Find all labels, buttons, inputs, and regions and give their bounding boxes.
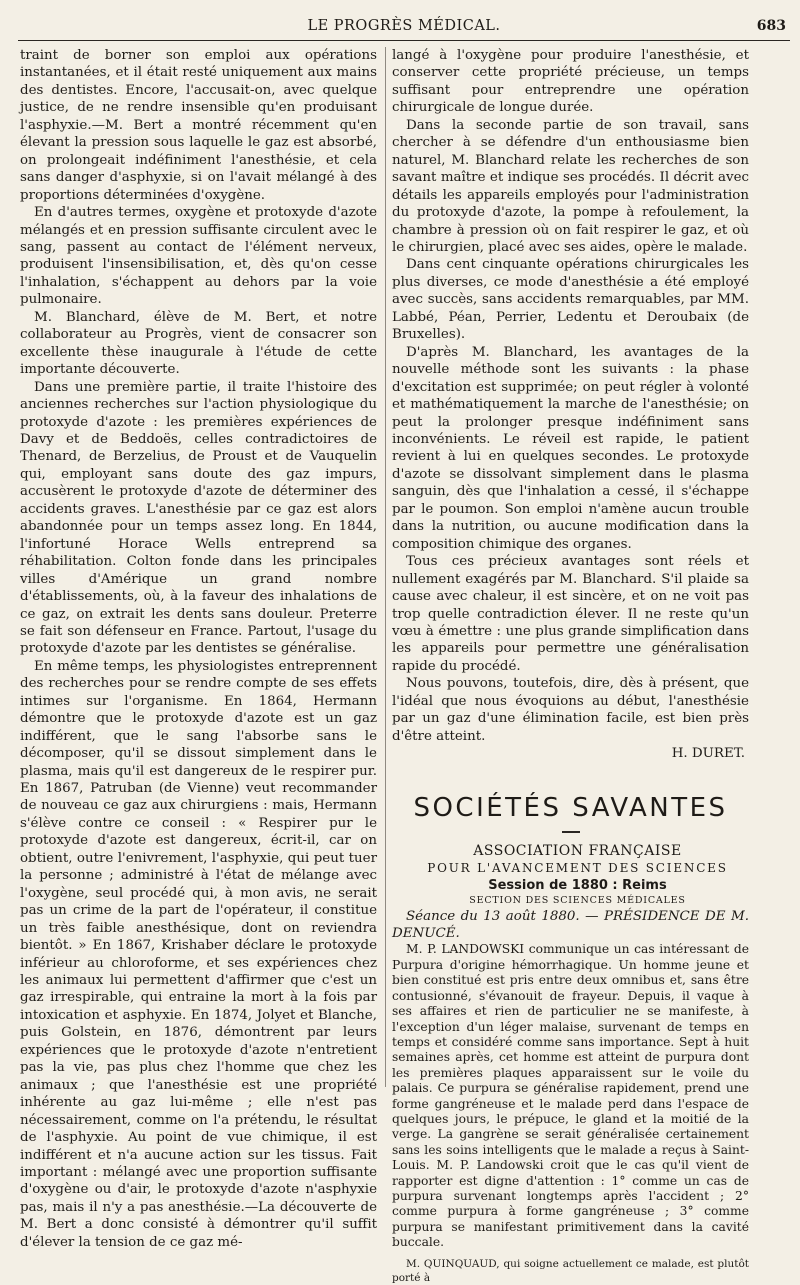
paragraph: En d'autres termes, oxygène et protoxyde d'azote mélangés et en pression suffisante circulent avec le sang, passent au contact de l'élément nerveux, produisent l'insensibilisation, et, dès qu'on cesse l'inhalation, s'échappent au dehors par la voie pulmonaire. bbox=[20, 205, 377, 308]
paragraph: M. P. LANDOWSKI communique un cas intéressant de Purpura d'origine hémorrhagique. Un homme jeune et bien constitué est pris entre deux omnibus et, sans être contusionné, s'évanouit de frayeur. Depuis, il vaque à ses affaires et rien de particulier ne se manifeste, à l'exception d'un léger malaise, survenant de temps en temps et considéré comme sans importance. Sept à huit semaines après, cet homme est atteint de purpura dont les premières plaques apparaissent sur le voile du palais. Ce purpura se généralise rapidement, prend une forme gangréneuse et le malade perd dans l'espace de quelques jours, le prépuce, le gland et la moitié de la verge. La gangrène se serait généralisée certainement sans les soins intelligents que le malade a reçus à Saint-Louis. M. P. Landowski croit que le cas qu'il vient de rapporter est digne d'attention : 1° comme un cas de purpura survenant longtemps après l'accident ; 2° comme purpura à forme gangréneuse ; 3° comme purpura se manifestant primitivement dans la cavité buccale. bbox=[392, 942, 749, 1250]
paragraph: Dans une première partie, il traite l'histoire des anciennes recherches sur l'action physiologique du protoxyde d'azote : les premières expériences de Davy et de Beddoës, celles contradictoires de Thenard, de Berzelius, de Proust et de Vauquelin qui, employant sans doute des gaz impurs, accusèrent le protoxyde d'azote de déterminer des accidents graves. L'anesthésie par ce gaz est alors abandonnée pour un temps assez long. En 1844, l'infortuné Horace Wells entreprend sa réhabilitation. Colton fonde dans les principales villes d'Amérique un grand nombre d'établissements, où, à la faveur des inhalations de ce gaz, on extrait les dents sans douleur. Preterre se fait son défenseur en France. Partout, l'usage du protoxyde d'azote par les dentistes se généralise. bbox=[20, 379, 377, 657]
paragraph: Nous pouvons, toutefois, dire, dès à présent, que l'idéal que nous évoquions au début, l'anesthésie par un gaz d'une élimination facile, est bien près d'être atteint. bbox=[392, 676, 749, 744]
paragraph: langé à l'oxygène pour produire l'anesthésie, et conserver cette propriété précieuse, un temps suffisant pour entreprendre une opération chirurgicale de longue durée. bbox=[392, 48, 749, 116]
section-title: SOCIÉTÉS SAVANTES bbox=[413, 792, 728, 823]
author-signature: H. DURET. bbox=[671, 746, 745, 762]
association-subtitle: POUR L'AVANCEMENT DES SCIENCES bbox=[427, 860, 728, 875]
paragraph: D'après M. Blanchard, les avantages de la nouvelle méthode sont les suivants : la phase d'excitation est supprimée; on peut régler à volonté et mathématiquement la marche de l'anesthésie; on peut la prolonger presque indéfiniment sans inconvénients. Le réveil est rapide, le patient revient à lui en quelques secondes. Le protoxyde d'azote se dissolvant simplement dans le plasma sanguin, dès que l'inhalation a cessé, il s'échappe par le poumon. Son emploi n'amène aucun trouble dans la nutrition, ou aucune modification dans la composition chimique des organes. bbox=[392, 344, 749, 552]
paragraph: Dans cent cinquante opérations chirurgicales les plus diverses, ce mode d'anesthésie a été employé avec succès, sans accidents remarquables, par MM. Labbé, Péan, Perrier, Ledentu et Deroubaix (de Bruxelles). bbox=[392, 257, 749, 343]
left-column bbox=[20, 47, 377, 1251]
title-dash bbox=[562, 831, 580, 833]
paragraph: Dans la seconde partie de son travail, sans chercher à se défendre d'un enthousiasme bien naturel, M. Blanchard relate les recherches de son savant maître et indique ses procédés. Il décrit avec détails les appareils employés pour l'administration du protoxyde d'azote, la pompe à refoulement, la chambre à pression où on fait respirer le gaz, et où le chirurgien, placé avec ses aides, opère le malade. bbox=[392, 117, 749, 255]
paragraph: traint de borner son emploi aux opérations instantanées, et il était resté uniquement aux mains des dentistes. Encore, l'accusait-on, avec quelque justice, de ne rendre insensible qu'en produisant l'asphyxie.—M. Bert a montré récemment qu'en élevant la pression sous laquelle le gaz est absorbé, on prolongeait indéfiniment l'anesthésie, et cela sans danger d'asphyxie, si on l'avait mélangé à des proportions déterminées d'oxygène. bbox=[20, 48, 377, 203]
seance-line: Séance du 13 août 1880. — PRÉSIDENCE DE M. DENUCÉ. bbox=[392, 908, 749, 942]
paragraph: M. QUINQUAUD, qui soigne actuellement ce malade, est plutôt porté à bbox=[392, 1257, 749, 1284]
right-column bbox=[392, 47, 749, 1285]
paragraph: En même temps, les physiologistes entreprennent des recherches pour se rendre compte de ses effets intimes sur l'organisme. En 1864, Hermann démontre que le protoxyde d'azote est un gaz indifférent, que le sang l'absorbe sans le décomposer, qu'il se dissout simplement dans le plasma, mais qu'il est dangereux de le respirer pur. En 1867, Patruban (de Vienne) veut recommander de nouveau ce gaz aux chirurgiens : mais, Hermann s'élève contre ce conseil : « Respirer pur le protoxyde d'azote est dangereux, écrit-il, car on obtient, outre l'enivrement, l'asphyxie, qui peut tuer la personne ; administré à l'état de mélange avec l'oxygène, seul procédé qui, à mon avis, ne serait pas un crime de la part de l'opérateur, il constitue un très faible anesthésique, dont on reviendra bientôt. » En 1867, Krishaber déclare le protoxyde inférieur au chloroforme, et ses expériences chez les animaux lui permettent d'affirmer que c'est un gaz irrespirable, qui entraine la mort à la fois par intoxication et asphyxie. En 1874, Jolyet et Blanche, puis Golstein, en 1876, démontrent par leurs expériences que le protoxyde d'azote n'entretient pas la vie, pas plus chez l'homme que chez les animaux ; que l'anesthésie est une propriété inhérente au gaz lui-même ; elle n'est pas nécessairement, comme on l'a prétendu, le résultat de l'asphyxie. Au point de vue chimique, il est indifférent et n'a aucune action sur les tissus. Fait important : mélangé avec une proportion suffisante d'oxygène ou d'air, le protoxyde d'azote n'asphyxie pas, mais il n'y a pas anesthésie.—La découverte de M. Bert a donc consisté à démontrer qu'il suffit d'élever la tension de ce gaz mé- bbox=[20, 658, 377, 1250]
paragraph: M. Blanchard, élève de M. Bert, et notre collaborateur au Progrès, vient de consacrer son excellente thèse inaugurale à l'étude de cette importante découverte. bbox=[20, 309, 377, 378]
session-heading: Session de 1880 : Reims bbox=[488, 877, 667, 893]
section-heading: SECTION DES SCIENCES MÉDICALES bbox=[469, 894, 686, 906]
association-name: ASSOCIATION FRANÇAISE bbox=[473, 842, 682, 859]
column-divider bbox=[385, 47, 386, 1087]
paragraph: Tous ces précieux avantages sont réels et nullement exagérés par M. Blanchard. S'il plaide sa cause avec chaleur, il est sincère, et on ne voit pas trop quelle contradiction élever. Il ne reste qu'un vœu à émettre : une plus grande simplification dans les appareils pour permettre une généralisation rapide du procédé. bbox=[392, 554, 749, 674]
page-number: 683 bbox=[756, 18, 786, 34]
journal-title: LE PROGRÈS MÉDICAL. bbox=[307, 18, 501, 34]
page-header bbox=[18, 14, 790, 41]
